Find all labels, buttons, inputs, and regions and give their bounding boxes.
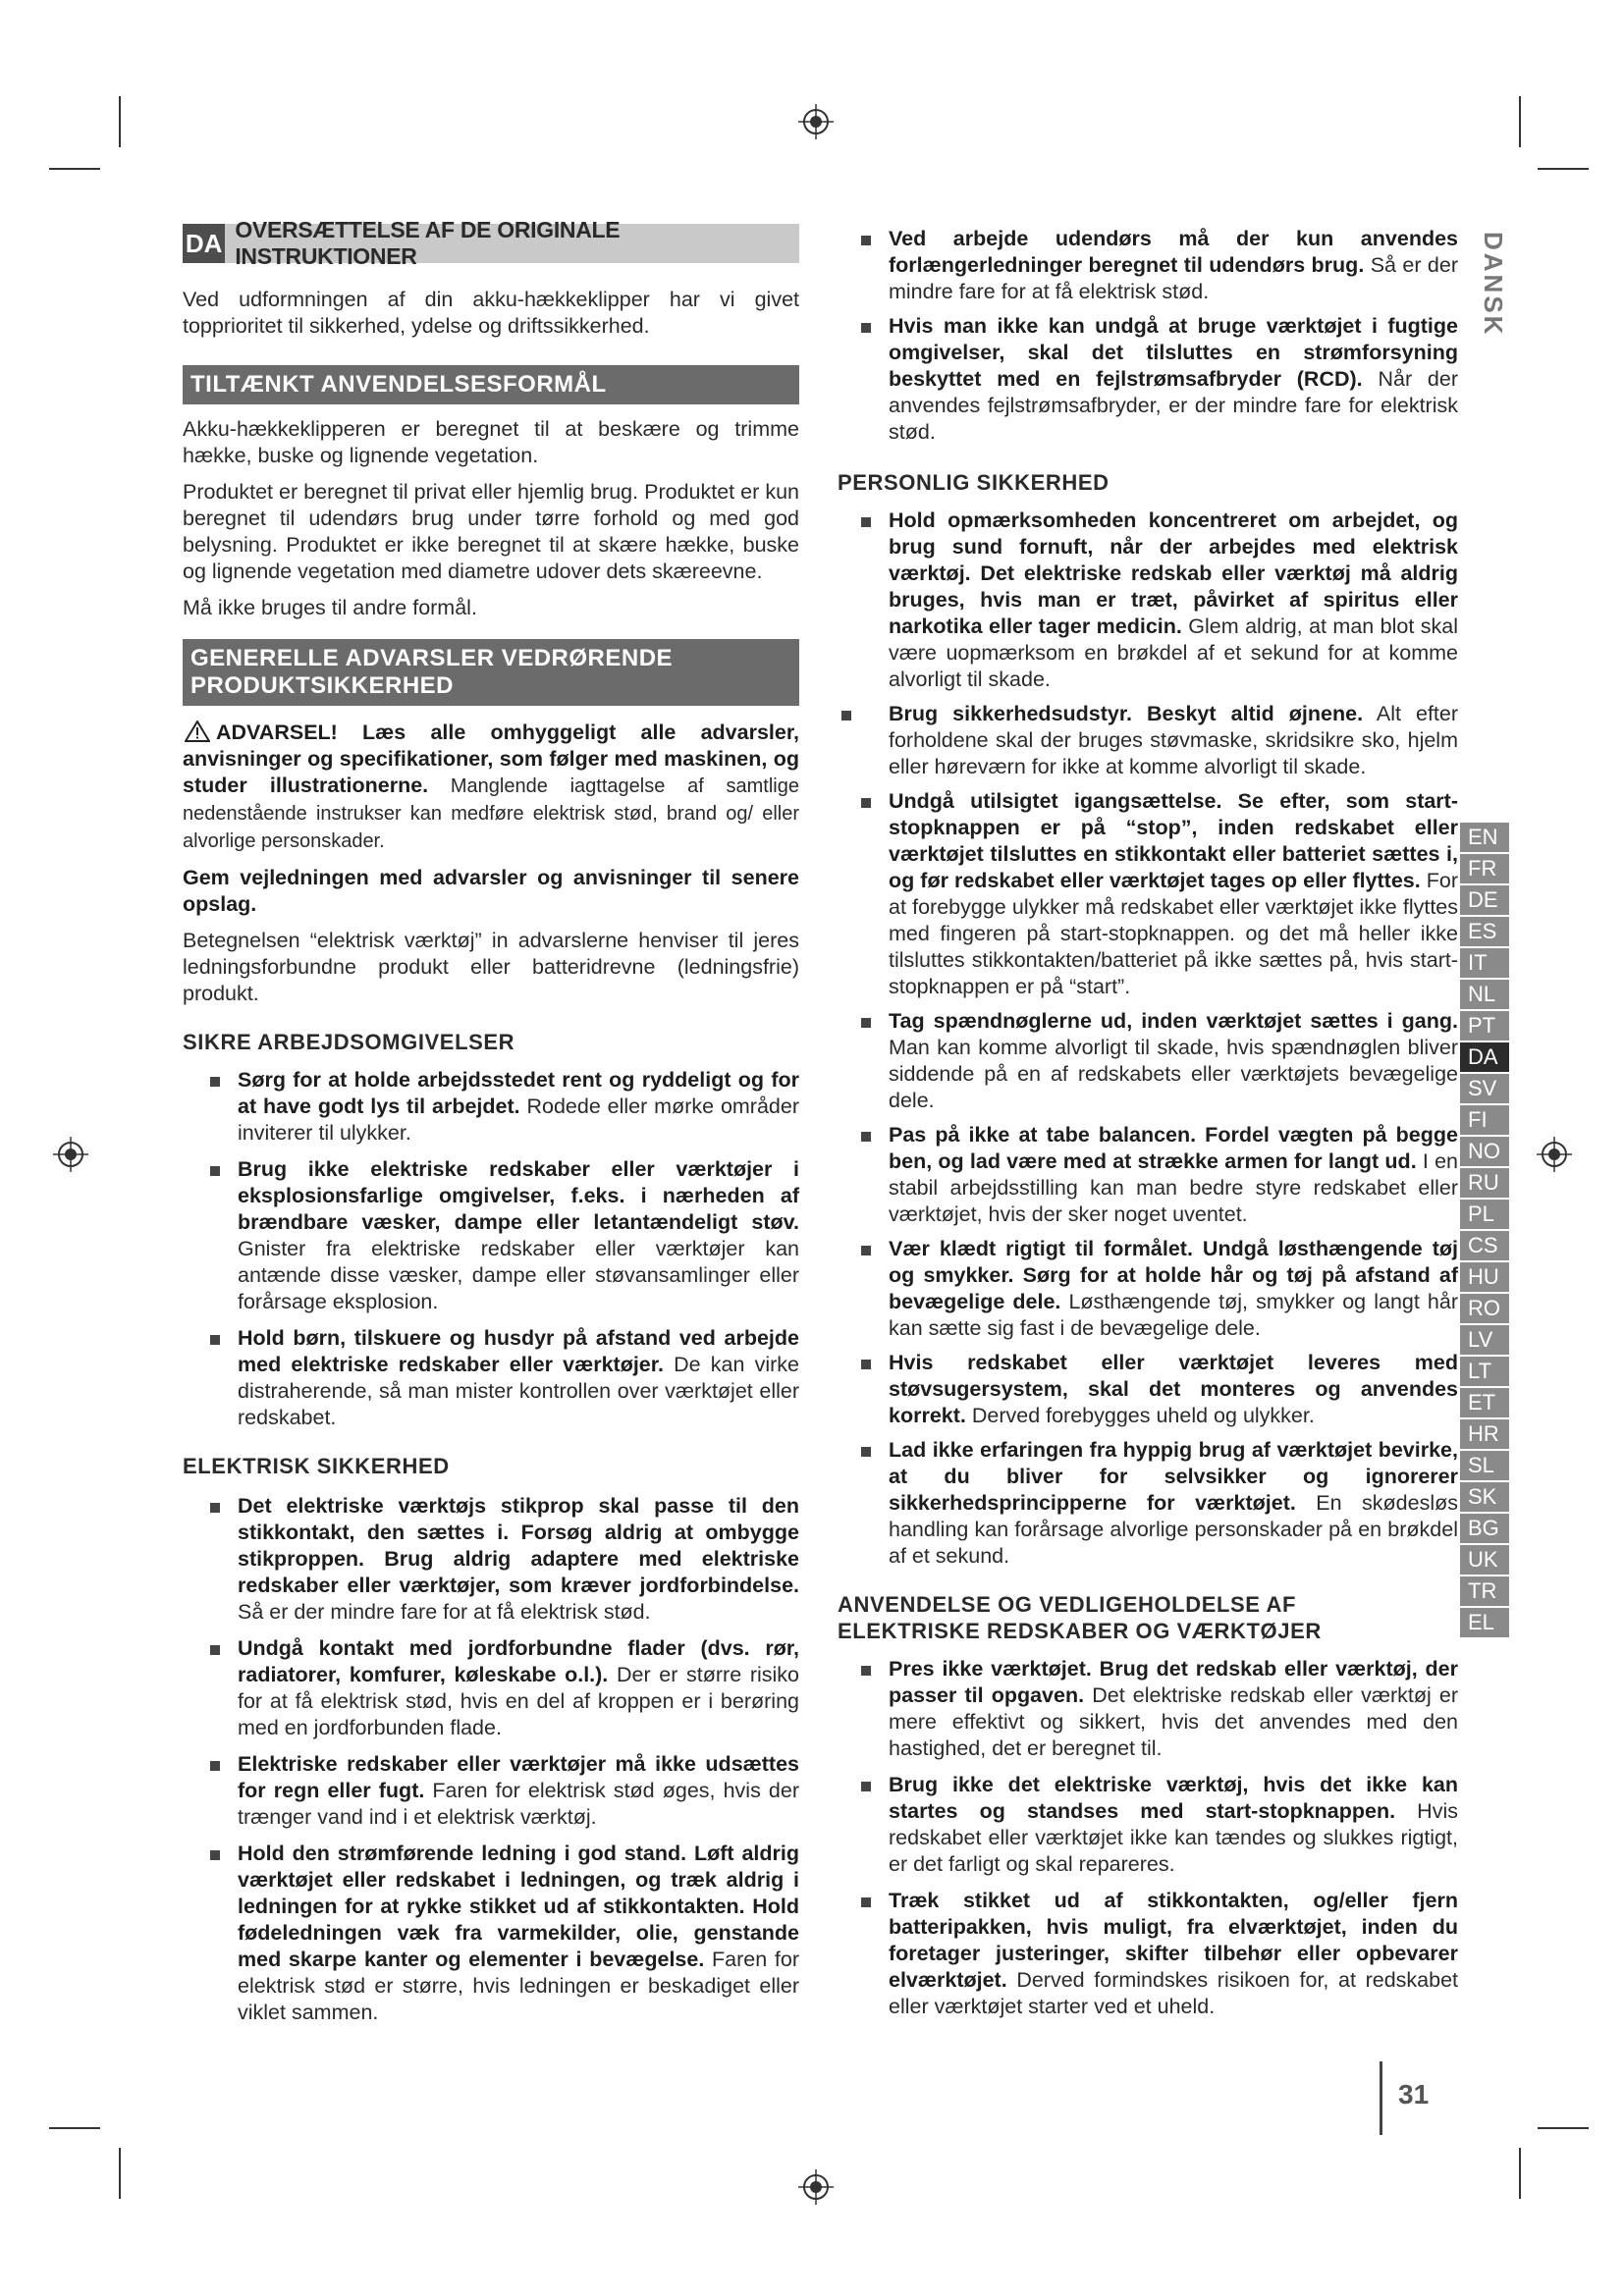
list-item: Hold børn, tilskuere og husdyr på afstand ved arbejde med elektriske redskaber eller værktøjer. De kan virke distraherende, så man mister kontrollen over værktøjet eller redskabet. — [206, 1325, 799, 1431]
left-column — [183, 217, 800, 2026]
electrical-list — [183, 1493, 799, 2026]
heading-use-and-care — [838, 1591, 1458, 1644]
language-tab-de[interactable]: DE — [1460, 885, 1509, 916]
warning-normal-text: Manglende iagttagelse af samtlige nedenstående instrukser kan medføre elektrisk stød, brand og/ eller alvorlige personskader. — [183, 775, 799, 852]
section-title-general-warnings — [183, 639, 799, 706]
section-title-intended-use: TILTÆNKT ANVENDELSESFORMÅL — [183, 365, 799, 404]
crop-mark — [1538, 2127, 1589, 2129]
warning-triangle-icon — [185, 721, 210, 742]
warning-bold-text: ADVARSEL! Læs alle omhyggeligt alle advarsler, anvisninger og specifikationer, som følger med maskinen, og studer illustrationerne. — [183, 721, 799, 797]
list-item: Vær klædt rigtigt til formålet. Undgå løsthængende tøj og smykker. Sørg for at holde hår og tøj på afstand af bevægelige dele. Løsthængende tøj, smykker og langt hår kan sætte sig fast i de bevægelige dele. — [857, 1236, 1458, 1342]
language-tab-sk[interactable]: SK — [1460, 1482, 1509, 1513]
language-tab-cs[interactable]: CS — [1460, 1231, 1509, 1261]
warning-paragraph — [183, 720, 799, 855]
right-column — [838, 226, 1458, 2020]
language-tab-da[interactable]: DA — [1460, 1042, 1509, 1073]
keep-instructions-text: Gem vejledningen med advarsler og anvisninger til senere opslag. — [183, 866, 799, 916]
term-definition-paragraph: Betegnelsen “elektrisk værktøj” in advarslerne henviser til jeres ledningsforbundne produkt eller batteridrevne (ledningsfrie) produkt. — [183, 929, 799, 1005]
language-tab-nl[interactable]: NL — [1460, 980, 1509, 1010]
language-tab-fi[interactable]: FI — [1460, 1105, 1509, 1136]
list-item: Hold den strømførende ledning i god stand. Løft aldrig værktøjet eller redskabet i ledningen, og træk aldrig i ledningen for at rykke stikket ud af stikkontakten. Hold fødeledningen væk fra varmekilder, olie, genstande med skarpe kanter og elementer i bevægelse. Faren for elektrisk stød er større, hvis ledningen er beskadiget eller viklet sammen. — [206, 1841, 799, 2026]
list-item: Brug sikkerhedsudstyr. Beskyt altid øjnene. Alt efter forholdene skal der bruges støvmaske, skridsikre sko, hjelm eller høreværn for ikke at komme alvorligt til skade. — [838, 701, 1458, 780]
language-tab-el[interactable]: EL — [1460, 1608, 1509, 1638]
page-number: 31 — [1398, 2079, 1430, 2109]
crop-mark — [1519, 2148, 1521, 2199]
registration-mark-icon — [796, 2167, 836, 2207]
use-list — [838, 1656, 1458, 2020]
language-tab-et[interactable]: ET — [1460, 1388, 1509, 1418]
language-index-tabs — [1460, 823, 1509, 1639]
language-tab-tr[interactable]: TR — [1460, 1576, 1509, 1607]
list-item: Hold opmærksomheden koncentreret om arbejdet, og brug sund fornuft, når der arbejdes med elektrisk værktøj. Det elektriske redskab eller værktøj må aldrig bruges, hvis man er træt, påvirket af spiritus eller narkotika eller tager medicin. Glem aldrig, at man blot skal være uopmærksom en brøkdel af et sekund for at komme alvorligt til skade. — [857, 507, 1458, 693]
language-tab-it[interactable]: IT — [1460, 948, 1509, 979]
work-area-list — [183, 1067, 799, 1431]
crop-mark — [1519, 96, 1521, 147]
crop-mark — [119, 2148, 121, 2199]
list-item: Ved arbejde udendørs må der kun anvendes forlængerledninger beregnet til udendørs brug. Så er der mindre fare for at få elektrisk stød. — [857, 226, 1458, 305]
language-tab-ro[interactable]: RO — [1460, 1294, 1509, 1324]
keep-instructions-note — [183, 865, 799, 918]
list-item: Sørg for at holde arbejdsstedet rent og ryddeligt og for at have godt lys til arbejdet. Rodede eller mørke områder inviterer til ulykker. — [206, 1067, 799, 1147]
language-tab-no[interactable]: NO — [1460, 1137, 1509, 1167]
list-item: Brug ikke det elektriske værktøj, hvis det ikke kan startes og standses med start-stopknappen. Hvis redskabet eller værktøjet ikke kan tændes og slukkes rigtigt, er det farligt og skal repareres. — [857, 1772, 1458, 1878]
heading-personal-safety: PERSONLIG SIKKERHED — [838, 470, 1110, 495]
list-item: Elektriske redskaber eller værktøjer må ikke udsættes for regn eller fugt. Faren for elektrisk stød øges, hvis der trænger vand ind i et elektrisk værktøj. — [206, 1751, 799, 1831]
heading-line-2: ELEKTRISKE REDSKABER OG VÆRKTØJER — [838, 1619, 1322, 1643]
language-tab-fr[interactable]: FR — [1460, 854, 1509, 884]
crop-mark — [49, 168, 100, 170]
heading-work-area: SIKRE ARBEJDSOMGIVELSER — [183, 1030, 515, 1054]
heading-line-1: ANVENDELSE OG VEDLIGEHOLDELSE AF — [838, 1592, 1296, 1617]
language-side-label-text: DANSK — [1479, 232, 1508, 338]
list-item: Undgå kontakt med jordforbundne flader (dvs. rør, radiatorer, komfurer, køleskabe o.l.). Der er større risiko for at få elektrisk stød, hvis en del af kroppen er i berøring med en jordforbunden flade. — [206, 1635, 799, 1741]
language-side-label — [1475, 228, 1508, 336]
list-item: Det elektriske værktøjs stikprop skal passe til den stikkontakt, den sættes i. Forsøg aldrig at ombygge stikproppen. Brug aldrig adaptere med elektriske redskaber eller værktøjer, som kræver jordforbindelse. Så er der mindre fare for at få elektrisk stød. — [206, 1493, 799, 1626]
language-tab-bg[interactable]: BG — [1460, 1514, 1509, 1544]
crop-mark — [49, 2127, 100, 2129]
language-code-badge: DA — [183, 224, 225, 263]
document-title: OVERSÆTTELSE AF DE ORIGINALE INSTRUKTIONER — [235, 217, 621, 269]
list-item: Undgå utilsigtet igangsættelse. Se efter, som start-stopknappen er på “stop”, inden redskabet eller værktøjet tilsluttes en stikkontakt eller batteriet sættes i, og før redskabet eller værktøjet tages op eller flyttes. For at forebygge ulykker må redskabet eller værktøjet ikke flyttes med fingeren på start-stopknappen. og det må heller ikke tilsluttes stikkontakten/batteriet på ikke sættes på, hvis start-stopknappen er på “start”. — [857, 788, 1458, 1000]
language-tab-en[interactable]: EN — [1460, 823, 1509, 853]
language-tab-pt[interactable]: PT — [1460, 1011, 1509, 1041]
language-tab-lv[interactable]: LV — [1460, 1325, 1509, 1356]
language-tab-hu[interactable]: HU — [1460, 1262, 1509, 1293]
language-tab-pl[interactable]: PL — [1460, 1200, 1509, 1230]
heading-electrical-safety: ELEKTRISK SIKKERHED — [183, 1454, 450, 1478]
intro-paragraph: Ved udformningen af din akku-hækkeklipper har vi givet topprioritet til sikkerhed, ydelse og driftssikkerhed. — [183, 288, 799, 338]
language-tab-uk[interactable]: UK — [1460, 1545, 1509, 1575]
registration-mark-icon — [51, 1135, 90, 1174]
electrical-continued-list — [838, 226, 1458, 446]
registration-mark-icon — [796, 102, 836, 141]
list-item: Hvis redskabet eller værktøjet leveres med støvsugersystem, skal det monteres og anvendes korrekt. Derved forebygges uheld og ulykker. — [857, 1350, 1458, 1429]
document-title-bar — [183, 217, 799, 269]
list-item: Hvis man ikke kan undgå at bruge værktøjet i fugtige omgivelser, skal det tilsluttes en strømforsyning beskyttet med en fejlstrømsafbryder (RCD). Når der anvendes fejlstrømsafbryder, er der mindre fare for elektrisk stød. — [857, 313, 1458, 446]
section-title-line-1: GENERELLE ADVARSLER VEDRØRENDE — [190, 645, 674, 671]
intended-use-paragraph-1: Akku-hækkeklipperen er beregnet til at beskære og trimme hække, buske og lignende vegetation. — [183, 417, 799, 467]
registration-mark-icon — [1535, 1135, 1574, 1174]
language-tab-sl[interactable]: SL — [1460, 1451, 1509, 1481]
intended-use-paragraph-3: Må ikke bruges til andre formål. — [183, 596, 477, 619]
language-tab-sv[interactable]: SV — [1460, 1074, 1509, 1104]
list-item: Tag spændnøglerne ud, inden værktøjet sættes i gang. Man kan komme alvorligt til skade, hvis spændnøglen bliver siddende på en af redskabets eller værktøjets bevægelige dele. — [857, 1008, 1458, 1114]
language-tab-ru[interactable]: RU — [1460, 1168, 1509, 1199]
list-item: Pas på ikke at tabe balancen. Fordel vægten på begge ben, og lad være med at strække armen for langt ud. I en stabil arbejdsstilling kan man bedre styre redskabet eller værktøjet, hvis der sker noget uventet. — [857, 1122, 1458, 1228]
language-tab-es[interactable]: ES — [1460, 917, 1509, 947]
language-tab-hr[interactable]: HR — [1460, 1419, 1509, 1450]
section-title-line-2: PRODUKTSIKKERHED — [190, 672, 455, 699]
crop-mark — [1538, 168, 1589, 170]
list-item: Træk stikket ud af stikkontakten, og/eller fjern batteripakken, hvis muligt, fra elværktøjet, inden du foretager justeringer, skifter tilbehør eller opbevarer elværktøjet. Derved formindskes risikoen for, at redskabet eller værktøjet starter ved et uheld. — [857, 1888, 1458, 2020]
language-tab-lt[interactable]: LT — [1460, 1357, 1509, 1387]
list-item: Brug ikke elektriske redskaber eller værktøjer i eksplosionsfarlige omgivelser, f.eks. i nærheden af brændbare væsker, dampe eller letantændeligt støv. Gnister fra elektriske redskaber eller værktøjer kan antænde disse væsker, dampe eller støvansamlinger eller forårsage eksplosion. — [206, 1156, 799, 1315]
intended-use-paragraph-2: Produktet er beregnet til privat eller hjemlig brug. Produktet er kun beregnet til udendørs brug under tørre forhold og med god belysning. Produktet er ikke beregnet til at skære hække, buske og lignende vegetation med diametre udover dets skæreevne. — [183, 480, 799, 583]
crop-mark — [119, 96, 121, 147]
page-number-divider — [1380, 2061, 1382, 2135]
list-item: Pres ikke værktøjet. Brug det redskab eller værktøj, der passer til opgaven. Det elektriske redskab eller værktøj er mere effektivt og sikkert, hvis det anvendes med den hastighed, det er beregnet til. — [857, 1656, 1458, 1762]
list-item: Lad ikke erfaringen fra hyppig brug af værktøjet bevirke, at du bliver for selvsikker og ignorerer sikkerhedsprincipperne for værktøjet. En skødesløs handling kan forårsage alvorlige personskader på en brøkdel af et sekund. — [857, 1437, 1458, 1570]
personal-list — [838, 507, 1458, 1570]
